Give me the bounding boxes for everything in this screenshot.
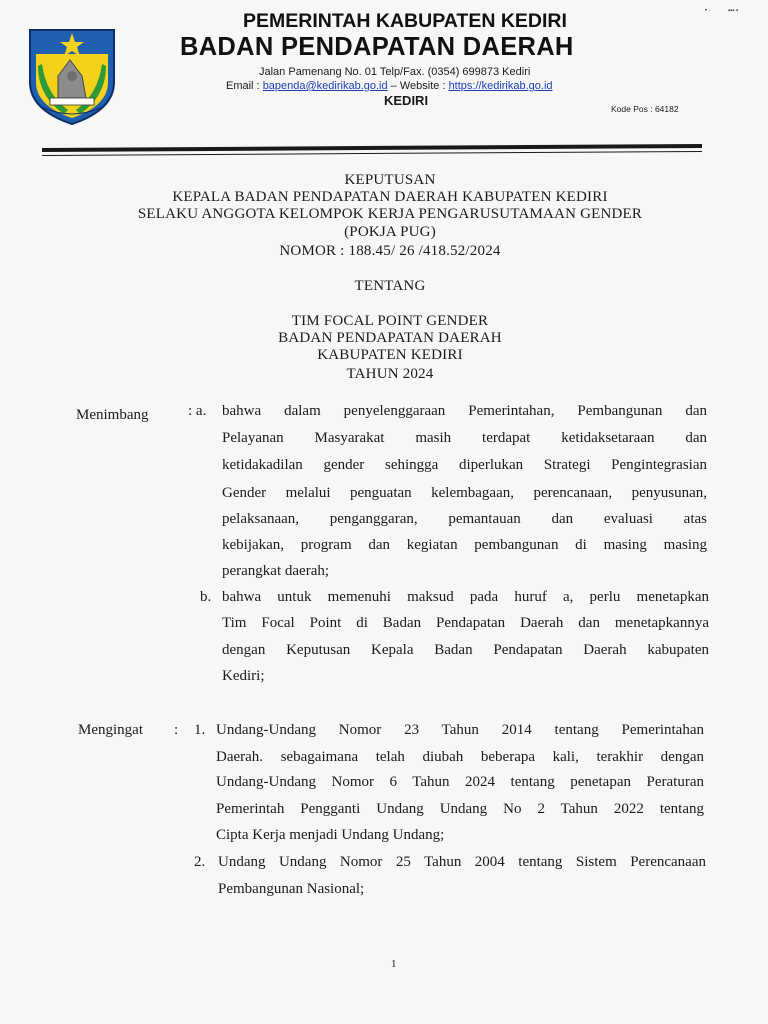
subject-line: TIM FOCAL POINT GENDER	[291, 313, 489, 329]
letterhead-rule-thin	[42, 151, 702, 156]
paragraph-line: pelaksanaan, penganggaran, pemantauan dan evaluasi atas	[222, 511, 707, 527]
scan-mark: ▪▪▪ ▪	[728, 8, 739, 14]
scan-mark: • ·	[705, 8, 711, 14]
paragraph-line: perangkat daerah;	[222, 563, 330, 579]
page-number: 1	[391, 958, 397, 970]
about-heading: TENTANG	[354, 278, 426, 294]
letterhead-agency: BADAN PENDAPATAN DAERAH	[180, 33, 574, 61]
menimbang-separator: : a.	[188, 403, 207, 419]
subject-line: KABUPATEN KEDIRI	[317, 347, 463, 363]
decision-heading: KEPUTUSAN	[344, 172, 436, 188]
item-marker: 2.	[194, 854, 206, 870]
email-label: Email :	[226, 80, 260, 92]
email-link[interactable]: bapenda@kedirikab.go.id	[262, 80, 388, 92]
paragraph-line: bahwa dalam penyelenggaraan Pemerintahan, Pembangunan dan	[222, 403, 707, 419]
decision-title-line: SELAKU ANGGOTA KELOMPOK KERJA PENGARUSUTAMAAN GENDER	[137, 206, 643, 222]
decision-title-line: KEPALA BADAN PENDAPATAN DAERAH KABUPATEN KEDIRI	[172, 189, 608, 205]
paragraph-line: Daerah. sebagaimana telah diubah beberapa kali, terakhir dengan	[216, 749, 704, 765]
paragraph-line: Undang-Undang Nomor 23 Tahun 2014 tentang Pemerintahan	[216, 722, 704, 738]
website-link[interactable]: https://kedirikab.go.id	[448, 80, 553, 92]
item-marker: 1.	[194, 722, 206, 738]
paragraph-line: bahwa untuk memenuhi maksud pada huruf a, perlu menetapkan	[222, 589, 709, 605]
mengingat-label: Mengingat	[78, 722, 143, 738]
letterhead-address: Jalan Pamenang No. 01 Telp/Fax. (0354) 699873 Kediri	[259, 66, 531, 78]
kabupaten-kediri-emblem-icon	[24, 24, 120, 128]
postal-code: Kode Pos : 64182	[611, 104, 679, 114]
paragraph-line: Cipta Kerja menjadi Undang Undang;	[216, 827, 445, 843]
paragraph-line: Gender melalui penguatan kelembagaan, perencanaan, penyusunan,	[222, 485, 707, 501]
paragraph-line: Undang-Undang Nomor 6 Tahun 2024 tentang penetapan Peraturan	[216, 774, 704, 790]
paragraph-line: Kediri;	[222, 668, 265, 684]
paragraph-line: ketidakadilan gender sehingga diperlukan Strategi Pengintegrasian	[222, 457, 707, 473]
paragraph-line: Undang Undang Nomor 25 Tahun 2004 tentang Sistem Perencanaan	[218, 854, 706, 870]
menimbang-label: Menimbang	[76, 407, 149, 423]
letterhead-city: KEDIRI	[384, 93, 429, 108]
paragraph-line: Tim Focal Point di Badan Pendapatan Daerah dan menetapkannya	[222, 615, 709, 631]
website-label: – Website :	[390, 80, 446, 92]
decision-title-line: (POKJA PUG)	[344, 224, 436, 240]
subject-line: TAHUN 2024	[346, 366, 434, 382]
subject-line: BADAN PENDAPATAN DAERAH	[278, 330, 502, 346]
decision-number: NOMOR : 188.45/ 26 /418.52/2024	[279, 243, 501, 259]
item-marker: b.	[200, 589, 212, 605]
paragraph-line: kebijakan, program dan kegiatan pembangunan di masing masing	[222, 537, 707, 553]
paragraph-line: Pelayanan Masyarakat masih terdapat ketidaksetaraan dan	[222, 430, 707, 446]
letterhead-contact	[226, 80, 553, 92]
letterhead-government: PEMERINTAH KABUPATEN KEDIRI	[243, 10, 567, 32]
mengingat-separator: :	[174, 722, 179, 738]
paragraph-line: Pembangunan Nasional;	[218, 881, 365, 897]
paragraph-line: dengan Keputusan Kepala Badan Pendapatan Daerah kabupaten	[222, 642, 709, 658]
paragraph-line: Pemerintah Pengganti Undang Undang No 2 Tahun 2022 tentang	[216, 801, 704, 817]
